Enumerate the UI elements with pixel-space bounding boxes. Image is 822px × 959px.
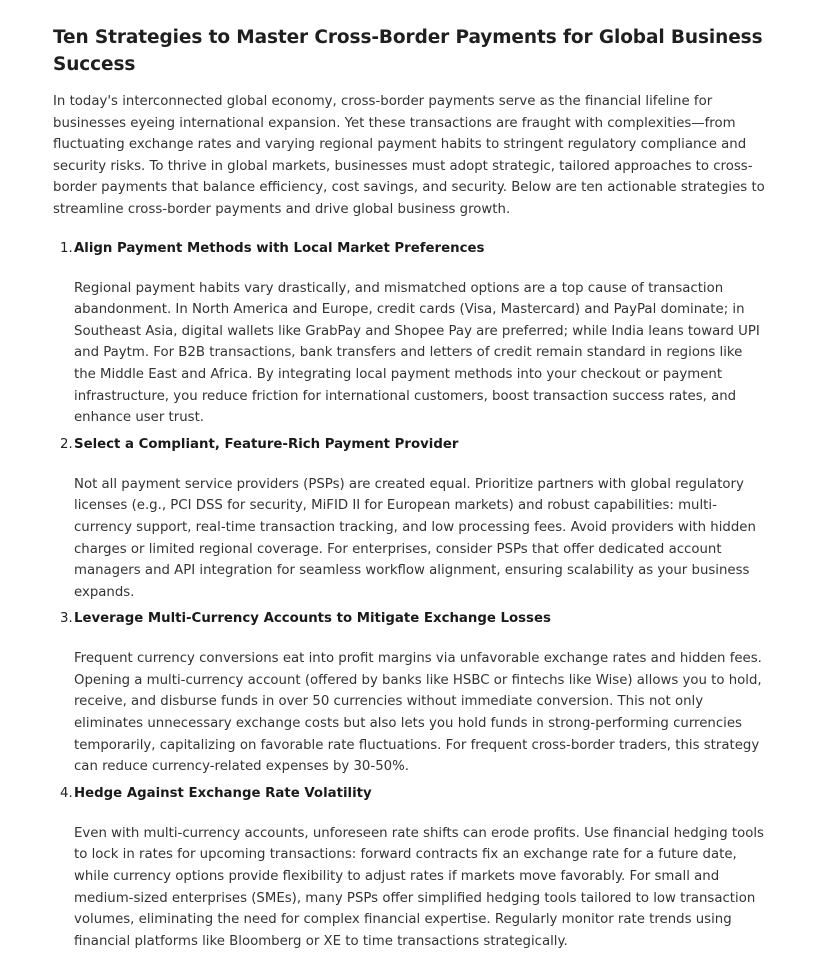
article	[53, 24, 765, 959]
strategy-heading: Align Payment Methods with Local Market Preferences	[74, 240, 485, 256]
strategy-number: 2.	[60, 436, 73, 452]
strategy-body: Not all payment service providers (PSPs) are created equal. Prioritize partners with global regulatory licenses (e.g., PCI DSS for security, MiFID II for European markets) and robust capabilities: multi-currency support, real-time transaction tracking, and low processing fees. Avoid providers with hidden charges or limited regional coverage. For enterprises, consider PSPs that offer dedicated account managers and API integration for seamless workflow alignment, ensuring scalability as your business expands.	[74, 476, 756, 600]
strategy-heading: Select a Compliant, Feature-Rich Payment Provider	[74, 436, 459, 452]
strategy-body: Regional payment habits vary drastically, and mismatched options are a top cause of transaction abandonment. In North America and Europe, credit cards (Visa, Mastercard) and PayPal dominate; in Southeast Asia, digital wallets like GrabPay and Shopee Pay are preferred; while India leans toward UPI and Paytm. For B2B transactions, bank transfers and letters of credit remain standard in regions like the Middle East and Africa. By integrating local payment methods into your checkout or payment infrastructure, you reduce friction for international customers, boost transaction success rates, and enhance user trust.	[74, 280, 760, 426]
article-title: Ten Strategies to Master Cross-Border Payments for Global Business Success	[53, 27, 763, 75]
strategy-number: 4.	[60, 785, 73, 801]
strategy-list	[53, 240, 765, 953]
intro-paragraph: In today's interconnected global economy, cross-border payments serve as the financial lifeline for businesses eyeing international expansion. Yet these transactions are fraught with complexities—from fluctuating exchange rates and varying regional payment habits to stringent regulatory compliance and security risks. To thrive in global markets, businesses must adopt strategic, tailored approaches to cross-border payments that balance efficiency, cost savings, and security. Below are ten actionable strategies to streamline cross-border payments and drive global business growth.	[53, 94, 765, 217]
strategy-heading: Leverage Multi-Currency Accounts to Mitigate Exchange Losses	[74, 611, 551, 627]
strategy-item	[53, 610, 765, 778]
strategy-item	[53, 436, 765, 604]
strategy-number: 1.	[60, 240, 73, 256]
strategy-body: Even with multi-currency accounts, unforeseen rate shifts can erode profits. Use financial hedging tools to lock in rates for upcoming transactions: forward contracts fix an exchange rate for a future date, while currency options provide flexibility to adjust rates if markets move favorably. For small and medium-sized enterprises (SMEs), many PSPs offer simplified hedging tools tailored to low transaction volumes, eliminating the need for complex financial expertise. Regularly monitor rate trends using financial platforms like Bloomberg or XE to time transactions strategically.	[74, 825, 764, 949]
strategy-number: 3.	[60, 611, 73, 627]
strategy-heading: Hedge Against Exchange Rate Volatility	[74, 785, 372, 801]
strategy-body: Frequent currency conversions eat into profit margins via unfavorable exchange rates and hidden fees. Opening a multi-currency account (offered by banks like HSBC or fintechs like Wise) allows you to hold, receive, and disburse funds in over 50 currencies without immediate conversion. This not only eliminates unnecessary exchange costs but also lets you hold funds in strong-performing currencies temporarily, capitalizing on favorable rate fluctuations. For frequent cross-border traders, this strategy can reduce currency-related expenses by 30-50%.	[74, 651, 762, 775]
strategy-item	[53, 785, 765, 953]
strategy-item	[53, 240, 765, 429]
